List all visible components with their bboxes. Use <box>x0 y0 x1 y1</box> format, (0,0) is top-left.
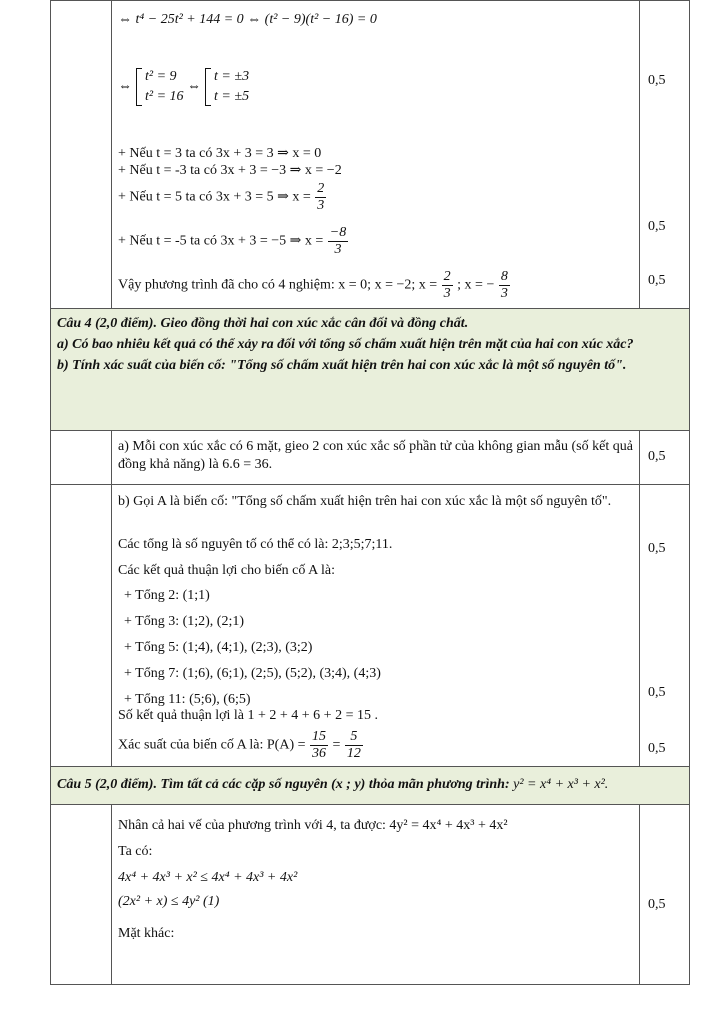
question5-title: Câu 5 (2,0 điểm). Tìm tất cả các cặp số nguyên (x ; y) thỏa mãn phương trình: <box>57 777 510 792</box>
question4-heading <box>51 309 690 431</box>
conclusion-line <box>118 269 511 302</box>
score-b-2: 0,5 <box>648 685 666 700</box>
solution-block-1 <box>112 1 640 309</box>
row-answer-a <box>51 431 690 485</box>
fraction-minus8-3 <box>328 225 348 258</box>
frac-num: 15 <box>312 729 327 744</box>
frac-den: 3 <box>334 242 342 257</box>
score-cell-b <box>640 485 690 767</box>
question4-part-a: a) Có bao nhiêu kết quả có thể xảy ra đối với tổng số chấm xuất hiện trên mặt của hai con xúc xắc? <box>57 337 634 352</box>
answer5-line2: Ta có: <box>118 844 153 859</box>
equation-line-1: ⇔ t⁴ − 25t² + 144 = 0 ⇔ (t² − 9)(t² − 16) = 0 <box>118 12 377 27</box>
score-b-3: 0,5 <box>648 741 666 756</box>
row-question4 <box>51 309 690 431</box>
case-t-minus5 <box>118 225 349 258</box>
answer-b-probability <box>118 729 364 762</box>
row-question5 <box>51 767 690 805</box>
frac-den: 12 <box>346 746 361 761</box>
frac-num: −8 <box>329 225 347 240</box>
row-question3-solution <box>51 1 690 309</box>
probability-text: Xác suất của biến cố A là: P(A) = <box>118 737 306 753</box>
answer-b-primes: Các tổng là số nguyên tố có thể có là: 2;3;5;7;11. <box>118 537 393 552</box>
answer-b-favorable: Các kết quả thuận lợi cho biến cố A là: <box>118 563 335 578</box>
list-item: + Tổng 3: (1;2), (2;1) <box>124 614 245 629</box>
list-item: + Tổng 5: (1;4), (4;1), (2;3), (3;2) <box>124 640 313 655</box>
fraction-2-3 <box>315 181 326 214</box>
equiv-symbol: ⇔ <box>118 79 132 95</box>
fraction-15-36 <box>310 729 328 762</box>
frac-den: 3 <box>500 286 508 301</box>
frac-den: 3 <box>317 198 325 213</box>
answer5-line5: Mặt khác: <box>118 926 175 941</box>
frac-num: 8 <box>500 269 508 284</box>
answer-table <box>50 0 690 985</box>
answer-b-count: Số kết quả thuận lợi là 1 + 2 + 4 + 6 + 2 = 15 . <box>118 708 378 723</box>
answer-a-text: a) Mỗi con xúc xắc có 6 mặt, gieo 2 con xúc xắc số phần tử của không gian mẫu (số kết quả đồng khả năng) là 6.6 = 36. <box>112 431 640 485</box>
answer5-line4: (2x² + x) ≤ 4y² (1) <box>118 894 220 909</box>
fraction-2-3-b <box>442 269 453 302</box>
case-a1: t² = 9 <box>145 69 177 84</box>
answer5-line1: Nhân cả hai vế của phương trình với 4, ta được: 4y² = 4x⁴ + 4x³ + 4x² <box>118 818 508 833</box>
answer5-block <box>112 805 640 985</box>
case-t-3: + Nếu t = 3 ta có 3x + 3 = 3 ⇒ x = 0 <box>118 146 322 161</box>
equiv-symbol-2: ⇔ <box>187 79 202 95</box>
frac-num: 2 <box>317 181 325 196</box>
case-b1: t = ±3 <box>214 69 250 84</box>
score-b-1: 0,5 <box>648 541 666 556</box>
case-t-minus5-text: + Nếu t = -5 ta có 3x + 3 = −5 ⇒ x = <box>118 233 324 249</box>
question5-heading <box>51 767 690 805</box>
score-cell-1 <box>640 1 690 309</box>
frac-den: 36 <box>312 746 327 761</box>
frac-num: 2 <box>443 269 451 284</box>
bracket-left-2 <box>205 68 211 106</box>
list-item: + Tổng 2: (1;1) <box>124 588 210 603</box>
answer-b-block <box>112 485 640 767</box>
fraction-8-3 <box>499 269 510 302</box>
bracket-left-1 <box>136 68 142 106</box>
score-answer5: 0,5 <box>648 897 666 912</box>
equals-sign: = <box>332 737 341 753</box>
list-item: + Tổng 7: (1;6), (6;1), (2;5), (5;2), (3;4), (4;3) <box>124 666 381 681</box>
question5-equation: y² = x⁴ + x³ + x². <box>513 777 609 792</box>
question4-title: Câu 4 (2,0 điểm). Gieo đồng thời hai con xúc xắc cân đối và đồng chất. <box>57 316 469 331</box>
score-1: 0,5 <box>648 73 666 88</box>
conclusion-text: Vậy phương trình đã cho có 4 nghiệm: x = 0; x = −2; x = <box>118 277 438 293</box>
case-t-5-text: + Nếu t = 5 ta có 3x + 3 = 5 ⇒ x = <box>118 189 311 205</box>
row-answer-b <box>51 485 690 767</box>
frac-den: 3 <box>443 286 451 301</box>
answer5-line3: 4x⁴ + 4x³ + x² ≤ 4x⁴ + 4x³ + 4x² <box>118 870 298 885</box>
list-item: + Tổng 11: (5;6), (6;5) <box>124 692 251 707</box>
frac-num: 5 <box>345 729 363 746</box>
row-answer5 <box>51 805 690 985</box>
case-t-minus3: + Nếu t = -3 ta có 3x + 3 = −3 ⇒ x = −2 <box>118 163 342 178</box>
case-b2: t = ±5 <box>214 89 250 104</box>
answer-table-page <box>50 0 690 985</box>
case-a2: t² = 16 <box>145 89 184 104</box>
case-system <box>118 67 249 107</box>
score-2: 0,5 <box>648 219 666 234</box>
answer-b-intro: b) Gọi A là biến cố: "Tổng số chấm xuất hiện trên hai con xúc xắc là một số nguyên tố". <box>118 494 612 509</box>
question4-part-b: b) Tính xác suất của biến cố: "Tổng số chấm xuất hiện trên hai con xúc xắc là một số nguyên tố". <box>57 358 627 373</box>
score-3: 0,5 <box>648 273 666 288</box>
fraction-5-12 <box>345 729 363 762</box>
conclusion-mid: ; x = − <box>457 277 495 293</box>
case-t-5 <box>118 181 327 214</box>
score-answer-a: 0,5 <box>648 449 666 464</box>
